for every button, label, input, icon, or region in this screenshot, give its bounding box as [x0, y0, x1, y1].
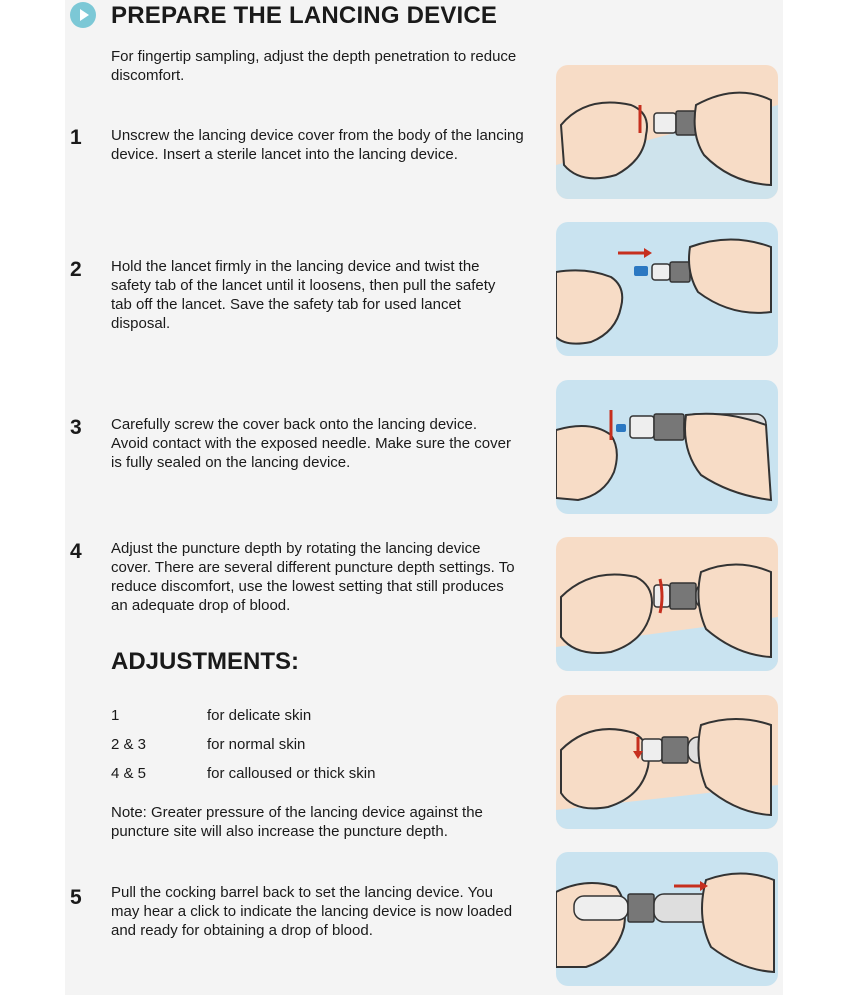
adjustment-desc: for normal skin — [207, 736, 306, 753]
unscrew-cover-illustration — [556, 65, 778, 199]
step-number: 5 — [70, 886, 82, 909]
adjustment-level: 4 & 5 — [111, 765, 147, 782]
adjustment-level: 2 & 3 — [111, 736, 147, 753]
page-title: PREPARE THE LANCING DEVICE — [111, 2, 498, 29]
step-text: Adjust the puncture depth by rotating the lancing device cover. There are several different puncture depth settings. To reduce discomfort, use the lowest setting that still produces an adequate drop of blood. — [111, 540, 515, 614]
adjustments-title: ADJUSTMENTS: — [111, 648, 300, 675]
step-text: Carefully screw the cover back onto the lancing device. Avoid contact with the exposed needle. Make sure the cover is fully sealed on the lancing device. — [111, 416, 511, 471]
adjustment-desc: for calloused or thick skin — [207, 765, 376, 782]
adjustment-level: 1 — [111, 707, 120, 724]
step-text: Hold the lancet firmly in the lancing device and twist the safety tab of the lancet until it loosens, then pull the safety tab off the lancet. Save the safety tab for used lancet disposal. — [111, 258, 496, 332]
adjustment-desc: for delicate skin — [207, 707, 312, 724]
remove-safety-tab-illustration — [556, 222, 778, 356]
rotate-cover-illustration — [556, 695, 778, 829]
step-number: 4 — [70, 540, 82, 563]
step-text: Pull the cocking barrel back to set the lancing device. You may hear a click to indicate the lancing device is now loaded and ready for obtaining a drop of blood. — [111, 884, 513, 939]
cock-barrel-illustration — [556, 852, 778, 986]
step-number: 3 — [70, 416, 82, 439]
step-number: 1 — [70, 126, 82, 149]
intro-text: For fingertip sampling, adjust the depth penetration to reduce discomfort. — [111, 48, 517, 84]
adjustment-note: Note: Greater pressure of the lancing device against the puncture site will also increase the puncture depth. — [111, 804, 483, 840]
adjust-depth-illustration — [556, 537, 778, 671]
replace-cover-illustration — [556, 380, 778, 514]
step-text: Unscrew the lancing device cover from the body of the lancing device. Insert a sterile lancet into the lancing device. — [111, 127, 524, 163]
step-number: 2 — [70, 258, 82, 281]
play-icon[interactable] — [70, 2, 96, 28]
